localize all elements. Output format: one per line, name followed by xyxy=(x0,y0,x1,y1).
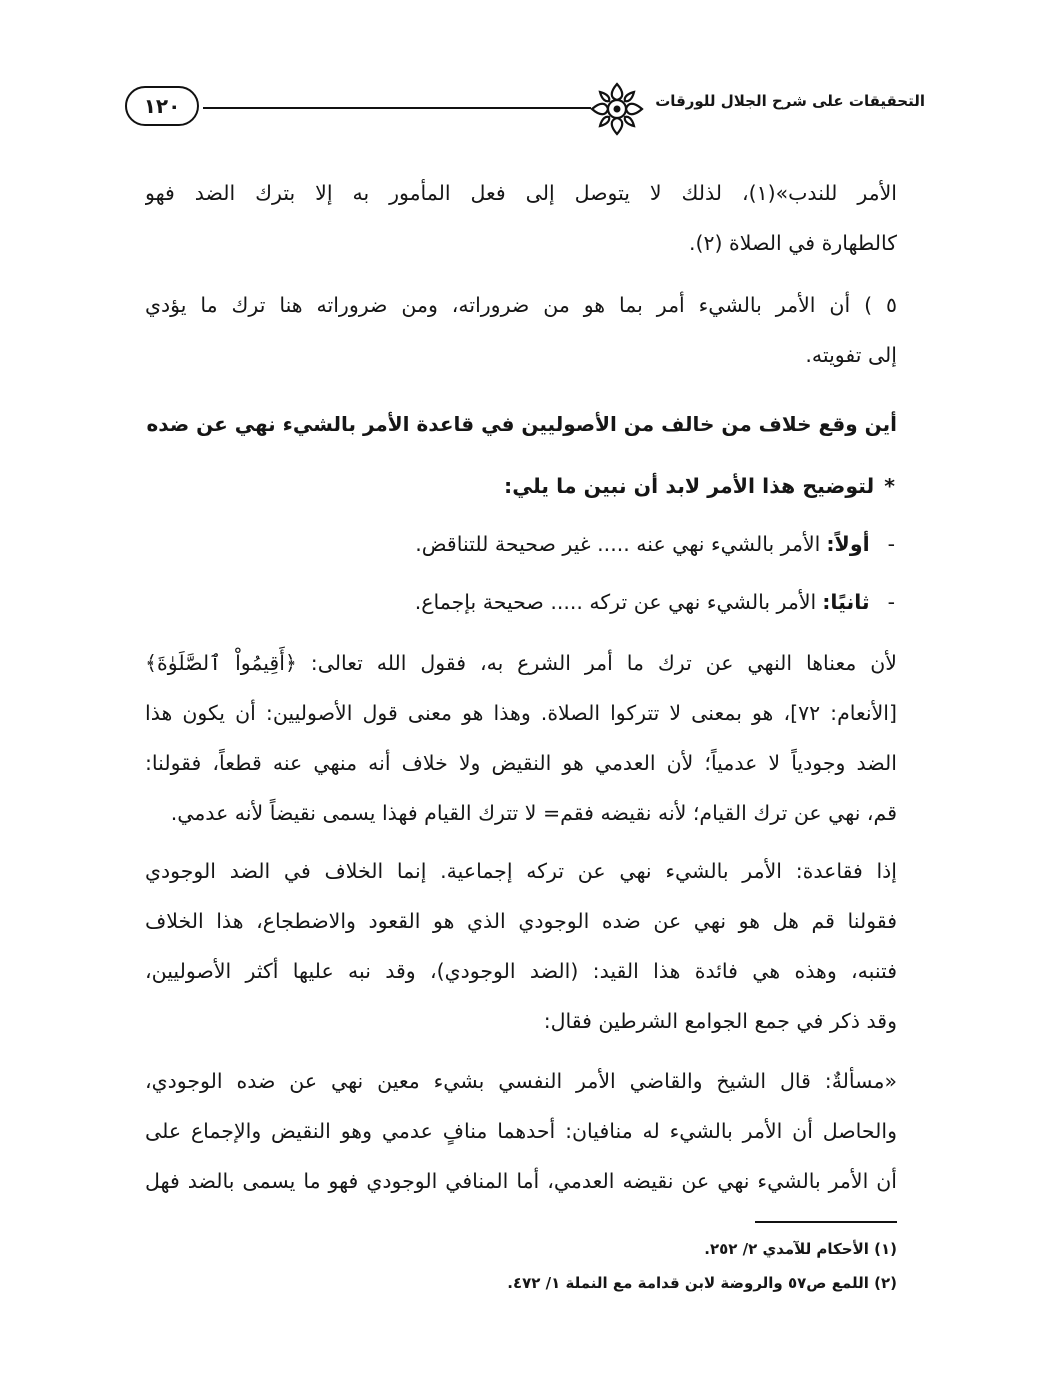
paragraph-line: كالطهارة في الصلاة (٢). xyxy=(688,231,897,255)
paragraph-2 xyxy=(145,280,897,380)
paragraph-line: الضد وجودياً لا عدمياً؛ لأن العدمي هو النقيض ولا خلاف أنه منهي عنه قطعاً، فقولنا: xyxy=(145,751,897,775)
list-item-text: الأمر بالشيء نهي عن تركه ..... صحيحة بإجماع. xyxy=(414,590,817,614)
paragraph-line: وقد ذكر في جمع الجوامع الشرطين فقال: xyxy=(543,1009,897,1033)
list-item xyxy=(415,582,895,622)
paragraph-line: فتنبه، وهذه هي فائدة هذا القيد: (الضد الوجودي)، وقد نبه عليها أكثر الأصوليين، xyxy=(145,959,897,983)
paragraph-3 xyxy=(145,638,897,838)
arabesque-ornament-icon xyxy=(586,78,648,140)
paragraph-line: فقولنا قم هل هو نهي عن ضده الوجودي الذي هو القعود والاضطجاع، هذا الخلاف xyxy=(145,909,897,933)
paragraph-5 xyxy=(145,1056,897,1206)
paragraph-line: لأن معناها النهي عن ترك ما أمر الشرع به، فقول الله تعالى: ﴿أَقِيمُواْ ٱلصَّلَوٰةَ﴾ xyxy=(145,651,897,675)
paragraph-line: ٥ ) أن الأمر بالشيء أمر بما هو من ضروراته، ومن ضروراته هنا ترك ما يؤدي xyxy=(145,293,897,317)
footnote-2: (٢) اللمع ص٥٧ والروضة لابن قدامة مع النملة ١/ ٤٧٢. xyxy=(507,1274,897,1292)
star-item-text: لتوضيح هذا الأمر لابد أن نبين ما يلي: xyxy=(504,474,875,498)
footnote-rule xyxy=(755,1221,897,1223)
paragraph-line: إذا فقاعدة: الأمر بالشيء نهي عن تركه إجماعية. إنما الخلاف في الضد الوجودي xyxy=(145,859,897,883)
dash-bullet: - xyxy=(887,532,895,556)
paragraph-4 xyxy=(145,846,897,1046)
paragraph-line: [الأنعام: ٧٢]، هو بمعنى لا تتركوا الصلاة. وهذا هو معنى قول الأصوليين: أن يكون هذا xyxy=(145,701,897,725)
list-item-label: أولاً: xyxy=(826,532,870,556)
paragraph-line: «مسألةٌ: قال الشيخ والقاضي الأمر النفسي بشيء معين نهي عن ضده الوجودي، xyxy=(145,1069,897,1093)
list-item-label: ثانيًا: xyxy=(822,590,870,614)
paragraph-line: والحاصل أن الأمر بالشيء له منافيان: أحدهما منافٍ عدمي وهو النقيض والإجماع على xyxy=(145,1119,897,1143)
star-bullet-icon: * xyxy=(884,474,895,498)
page-number: ١٢٠ xyxy=(125,86,199,126)
paragraph-1 xyxy=(145,168,897,268)
paragraph-line: إلى تفويته. xyxy=(805,343,897,367)
footnote-1: (١) الأحكام للآمدي ٢/ ٢٥٢. xyxy=(704,1240,897,1258)
paragraph-line: قم، نهي عن ترك القيام؛ لأنه نقيضه فقم= لا تترك القيام فهذا يسمى نقيضاً لأنه عدمي. xyxy=(170,801,897,825)
header-rule xyxy=(203,107,591,109)
section-heading: أين وقع خلاف من خالف من الأصوليين في قاعدة الأمر بالشيء نهي عن ضده xyxy=(146,412,897,436)
running-header xyxy=(125,78,925,140)
list-item xyxy=(415,524,895,564)
dash-bullet: - xyxy=(887,590,895,614)
list-item-text: الأمر بالشيء نهي عنه ..... غير صحيحة للتناقض. xyxy=(415,532,821,556)
book-title: التحقيقات على شرح الجلال للورقات xyxy=(655,92,925,110)
paragraph-line: أن الأمر بالشيء نهي عن نقيضه العدمي، أما المنافي الوجودي فهو ما يسمى بالضد فهل xyxy=(145,1169,897,1193)
star-item xyxy=(504,466,895,506)
paragraph-line: الأمر للندب»(١)، لذلك لا يتوصل إلى فعل المأمور به إلا بترك الضد فهو xyxy=(145,181,897,205)
